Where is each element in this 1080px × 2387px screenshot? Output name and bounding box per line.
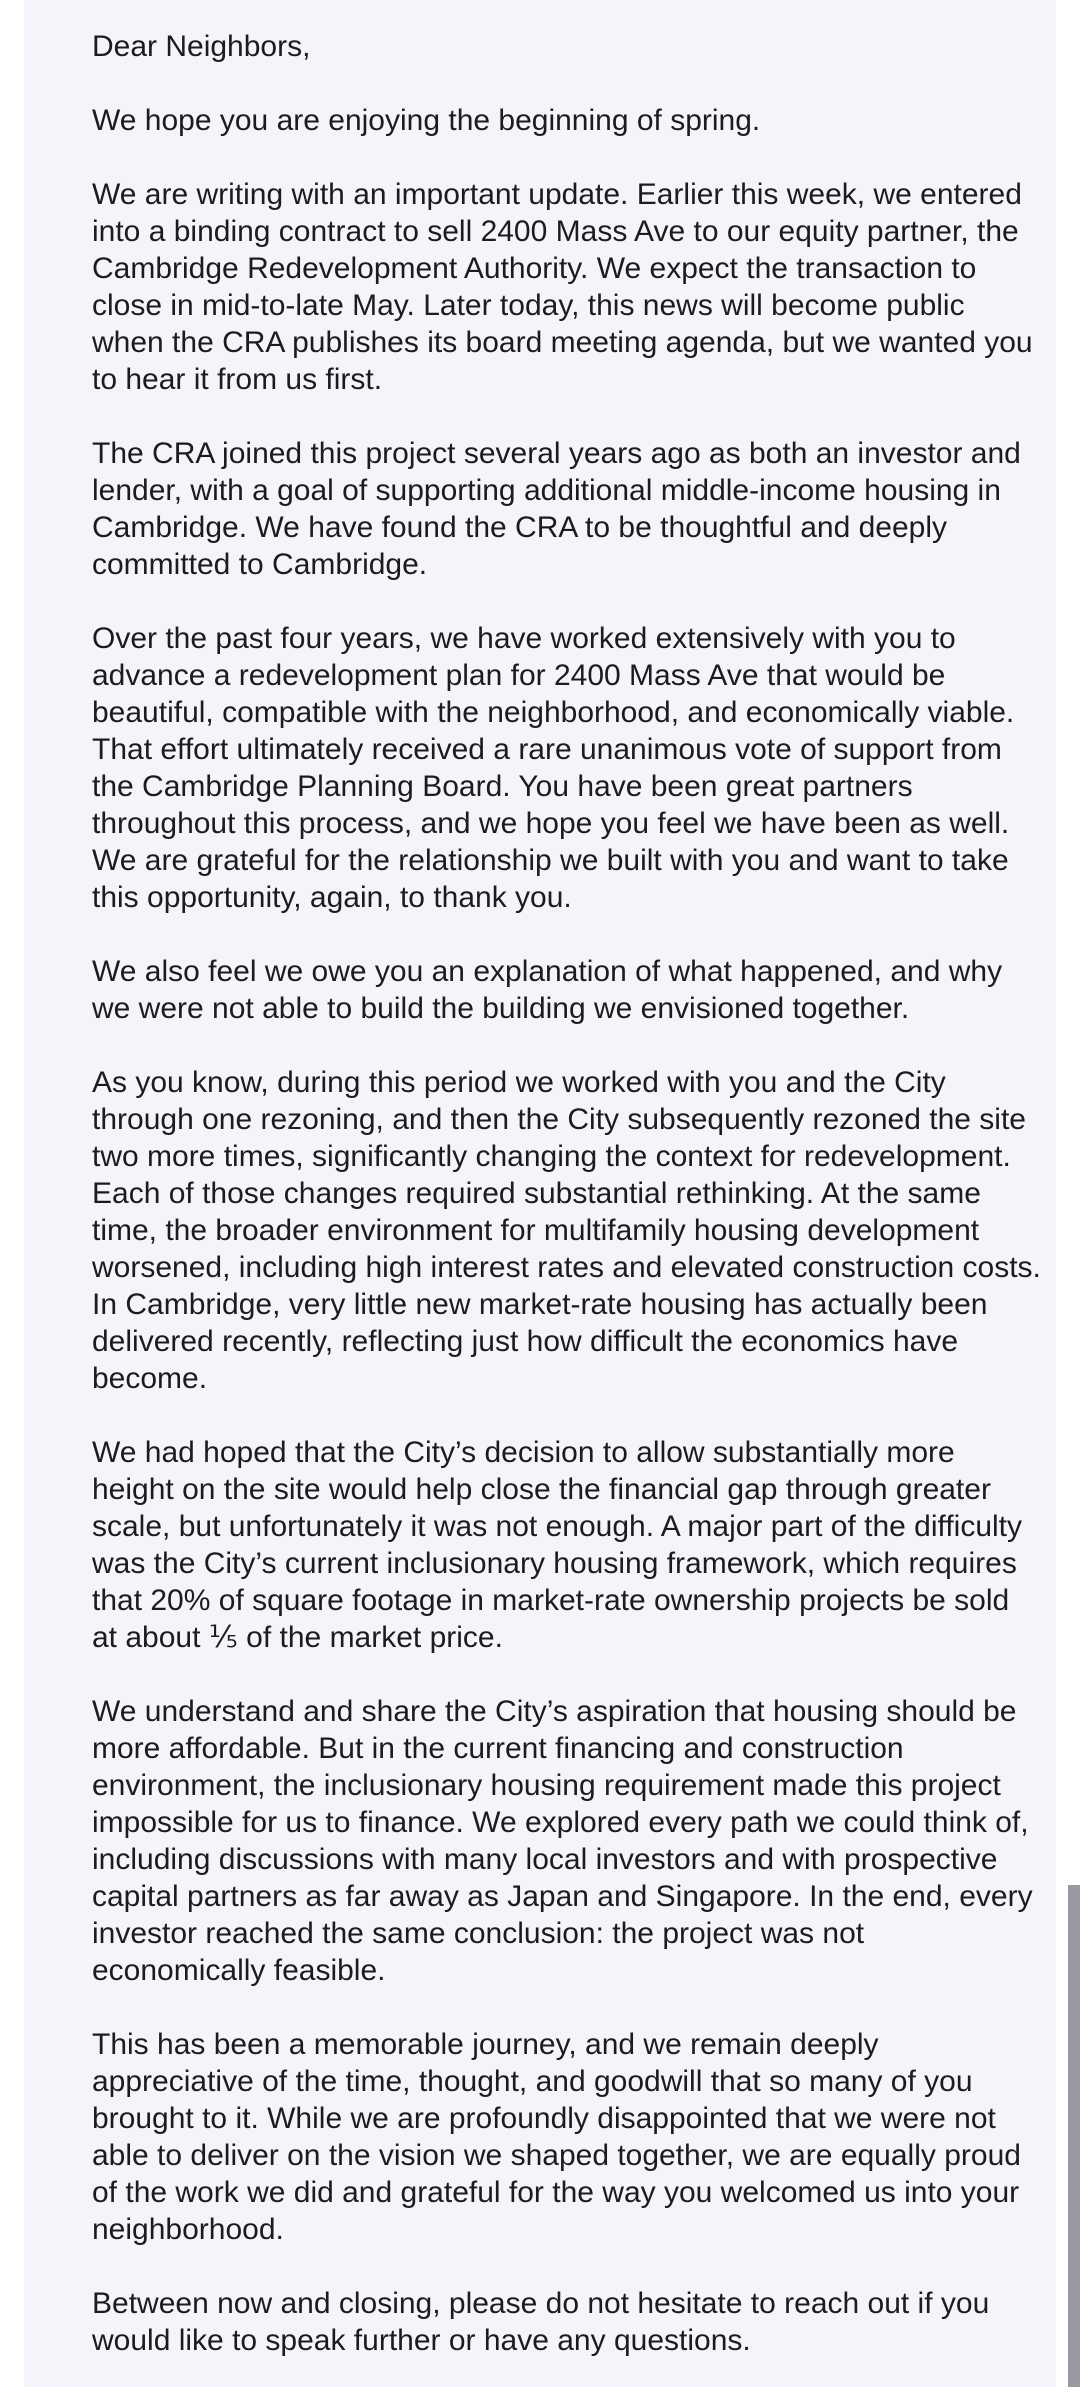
- paragraph-1: We hope you are enjoying the beginning of spring.: [92, 104, 761, 137]
- paragraph-3: The CRA joined this project several years ago as both an investor and lender, with a goal of supporting additional middle-income housing in Cambridge. We have found the CRA to be thoughtful and deeply committed to Cambridge.: [92, 437, 1021, 581]
- paragraph-2: We are writing with an important update. Earlier this week, we entered into a binding contract to sell 2400 Mass Ave to our equity partner, the Cambridge Redevelopment Authority. We expect the transaction to close in mid-to-late May. Later today, this news will become public when the CRA publishes its board meeting agenda, but we wanted you to hear it from us first.: [92, 178, 1033, 396]
- paragraph-7: We had hoped that the City’s decision to allow substantially more height on the site would help close the financial gap through greater scale, but unfortunately it was not enough. A major part of the difficulty was the City’s current inclusionary housing framework, which requires that 20% of square footage in market-rate ownership projects be sold at about ⅕ of the market price.: [92, 1436, 1022, 1654]
- paragraph-6: As you know, during this period we worked with you and the City through one rezoning, and then the City subsequently rezoned the site two more times, significantly changing the context for redevelopment. Each of those changes required substantial rethinking. At the same time, the broader environment for multifamily housing development worsened, including high interest rates and elevated construction costs. In Cambridge, very little new market-rate housing has actually been delivered recently, reflecting just how difficult the economics have become.: [92, 1066, 1041, 1395]
- paragraph-8: We understand and share the City’s aspiration that housing should be more affordable. But in the current financing and construction environment, the inclusionary housing requirement made this project impossible for us to finance. We explored every path we could think of, including discussions with many local investors and with prospective capital partners as far away as Japan and Singapore. In the end, every investor reached the same conclusion: the project was not economically feasible.: [92, 1695, 1033, 1987]
- scrollbar-thumb[interactable]: [1068, 1885, 1080, 2387]
- left-margin: [0, 0, 24, 2387]
- paragraph-9: This has been a memorable journey, and we remain deeply appreciative of the time, thought, and goodwill that so many of you brought to it. While we are profoundly disappointed that we were not able to deliver on the vision we shaped together, we are equally proud of the work we did and grateful for the way you welcomed us into your neighborhood.: [92, 2028, 1021, 2246]
- paragraph-10: Between now and closing, please do not hesitate to reach out if you would like to speak further or have any questions.: [92, 2287, 990, 2357]
- letter-body: [92, 28, 1042, 2387]
- salutation: Dear Neighbors,: [92, 30, 311, 63]
- paragraph-4: Over the past four years, we have worked extensively with you to advance a redevelopment plan for 2400 Mass Ave that would be beautiful, compatible with the neighborhood, and economically viable. That effort ultimately received a rare unanimous vote of support from the Cambridge Planning Board. You have been great partners throughout this process, and we hope you feel we have been as well. We are grateful for the relationship we built with you and want to take this opportunity, again, to thank you.: [92, 622, 1015, 914]
- message-body-panel: [24, 0, 1056, 2387]
- paragraph-5: We also feel we owe you an explanation of what happened, and why we were not able to build the building we envisioned together.: [92, 955, 1003, 1025]
- scrollbar-track[interactable]: [1068, 0, 1080, 2387]
